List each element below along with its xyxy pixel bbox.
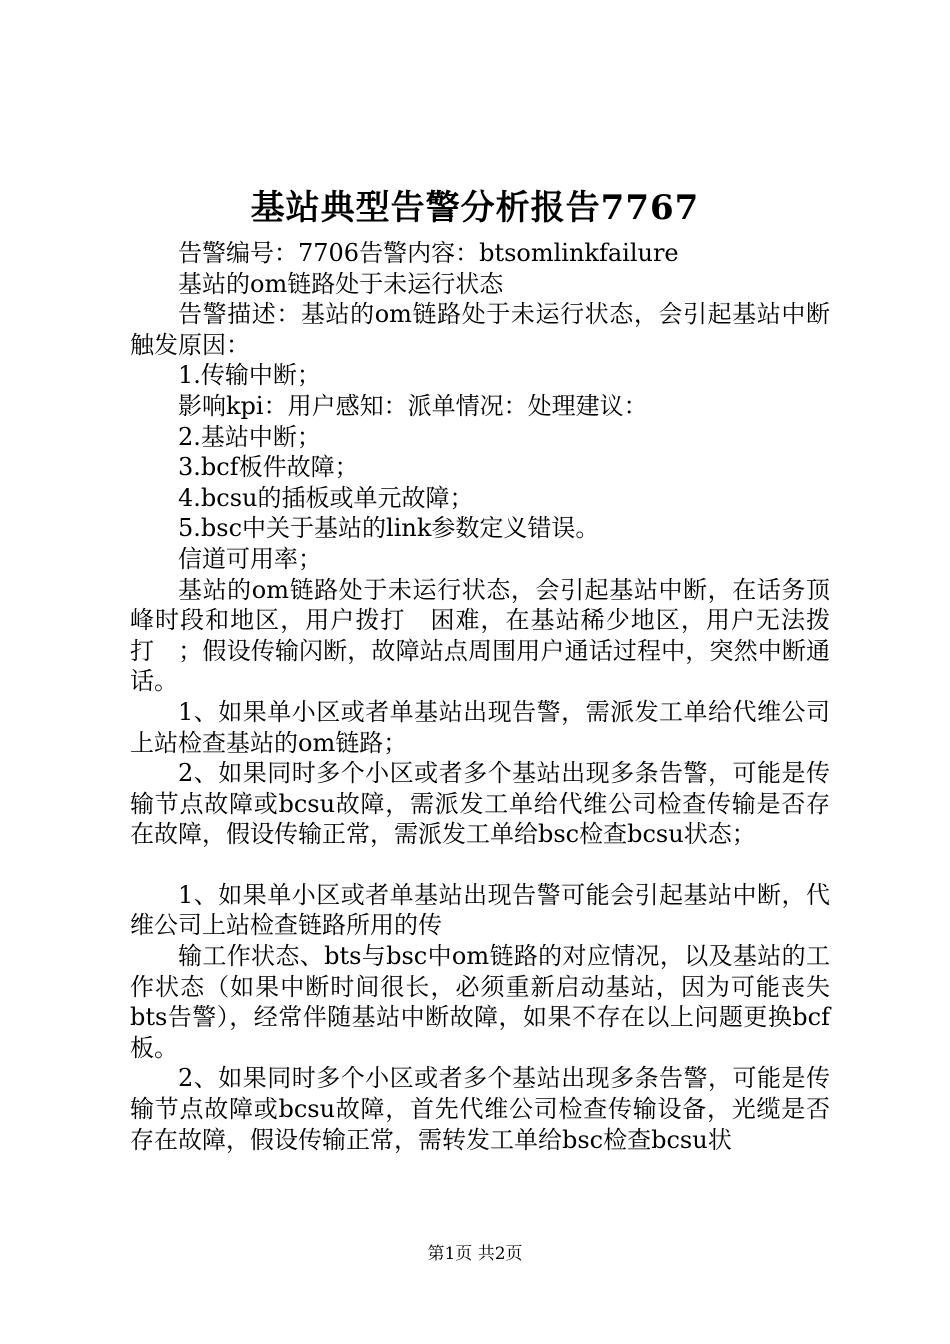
paragraph: 4.bcsu的插板或单元故障； bbox=[178, 483, 474, 512]
paragraph: 2、如果同时多个小区或者多个基站出现多条告警，可能是传输节点故障或bcsu故障，需派发工单给代维公司检查传输是否存在故障，假设传输正常，需派发工单给bsc检查bcsu状态； bbox=[130, 759, 830, 849]
document-body bbox=[130, 238, 830, 1155]
document-title: 基站典型告警分析报告7767 bbox=[250, 188, 700, 228]
paragraph-spacer bbox=[130, 850, 830, 880]
paragraph: 基站的om链路处于未运行状态 bbox=[178, 269, 504, 298]
paragraph: 3.bcf板件故障； bbox=[178, 453, 359, 482]
paragraph: 影响kpi：用户感知：派单情况：处理建议： bbox=[178, 391, 648, 420]
paragraph: 1、如果单小区或者单基站出现告警可能会引起基站中断，代维公司上站检查链路所用的传 bbox=[130, 880, 830, 940]
paragraph: 1.传输中断； bbox=[178, 361, 321, 390]
paragraph: 2.基站中断； bbox=[178, 422, 321, 451]
paragraph: 2、如果同时多个小区或者多个基站出现多条告警，可能是传输节点故障或bcsu故障，首先代维公司检查传输设备，光缆是否存在故障，假设传输正常，需转发工单给bsc检查bcsu状 bbox=[130, 1064, 830, 1154]
page-footer: 第1页 共2页 bbox=[427, 1244, 523, 1264]
paragraph: 5.bsc中关于基站的link参数定义错误。 bbox=[178, 514, 600, 543]
paragraph: 告警编号：7706告警内容：btsomlinkfailure bbox=[178, 239, 679, 267]
paragraph: 信道可用率； bbox=[178, 544, 322, 573]
paragraph: 1、如果单小区或者单基站出现告警，需派发工单给代维公司上站检查基站的om链路； bbox=[130, 697, 830, 757]
paragraph: 基站的om链路处于未运行状态，会引起基站中断，在话务顶峰时段和地区，用户拨打 困难，在基站稀少地区，用户无法拨打 ；假设传输闪断，故障站点周围用户通话过程中，突然中断通话。 bbox=[130, 575, 830, 696]
paragraph: 输工作状态、bts与bsc中om链路的对应情况，以及基站的工作状态（如果中断时间很长，必须重新启动基站，因为可能丧失bts告警），经常伴随基站中断故障，如果不存在以上问题更换bcf板。 bbox=[130, 942, 830, 1062]
paragraph: 告警描述：基站的om链路处于未运行状态，会引起基站中断触发原因： bbox=[130, 300, 830, 359]
